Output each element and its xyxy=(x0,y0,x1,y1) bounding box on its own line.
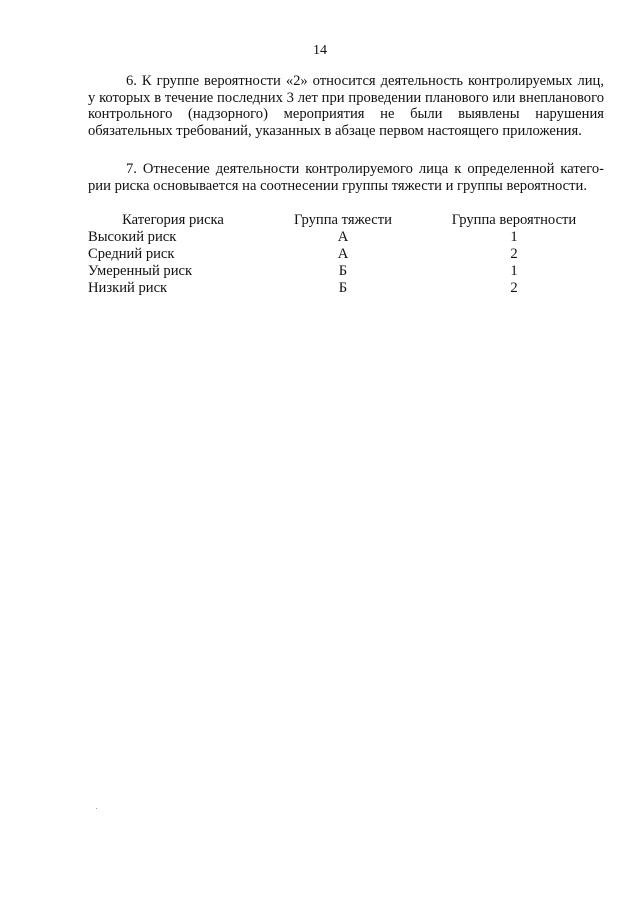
cell-severity-group: А xyxy=(337,246,349,262)
cell-probability-group: 1 xyxy=(510,229,518,245)
cell-probability-group: 2 xyxy=(510,280,518,296)
cell-risk-category: Умеренный риск xyxy=(88,263,193,279)
cell-probability-group: 1 xyxy=(510,263,518,279)
cell-risk-category: Средний риск xyxy=(88,246,175,262)
cell-probability-group: 2 xyxy=(510,246,518,262)
table-row xyxy=(88,263,600,280)
table-row xyxy=(88,246,600,263)
table-row xyxy=(88,229,600,246)
risk-category-table xyxy=(88,212,600,297)
table-row xyxy=(88,280,600,297)
page-number: 14 xyxy=(313,43,327,58)
cell-risk-category: Высокий риск xyxy=(88,229,177,245)
cell-severity-group: Б xyxy=(338,280,348,296)
scan-speck xyxy=(96,808,97,809)
header-risk-category: Категория риска xyxy=(122,212,224,228)
header-probability-group: Группа вероятности xyxy=(451,212,577,228)
cell-severity-group: А xyxy=(337,229,349,245)
paragraph-6: 6. К группе вероятности «2» относится деятельность контролируемых лиц, у которых в течение последних 3 лет при проведении планового или внепланового контрольного (надзорного) мероприятия не были выявлены нарушения обязательных требований, указанных в абзаце первом настоящего приложения. xyxy=(88,73,604,139)
paragraph-7: 7. Отнесение деятельности контролируемого лица к определенной категории риска основывается на соотнесении группы тяжести и группы вероятности. xyxy=(88,161,604,194)
cell-risk-category: Низкий риск xyxy=(88,280,168,296)
cell-severity-group: Б xyxy=(338,263,348,279)
header-severity-group: Группа тяжести xyxy=(294,212,392,228)
table-header-row xyxy=(88,212,600,229)
